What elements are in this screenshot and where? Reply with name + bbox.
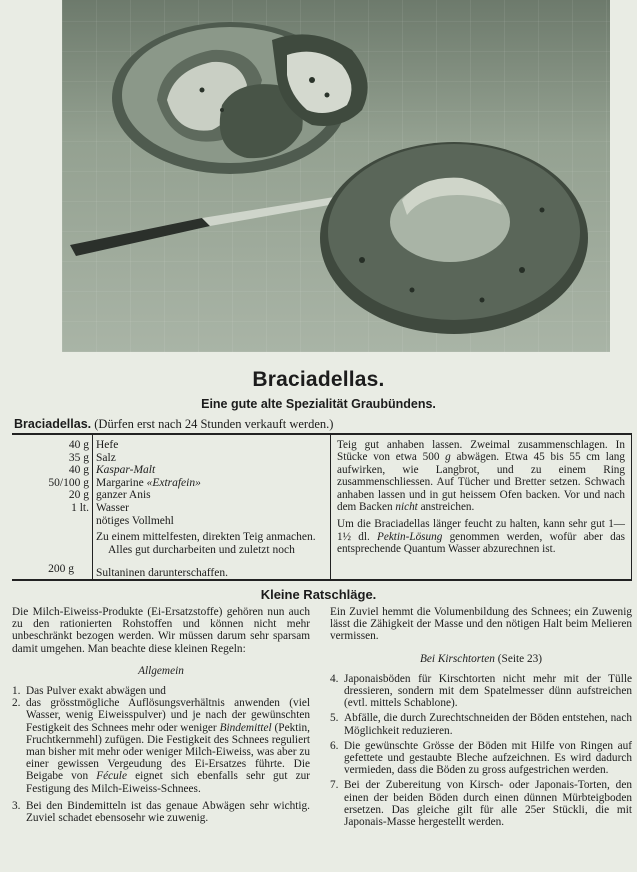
list-item: 5. Abfälle, die durch Zurechtschneiden der Böden entstehen, nach Möglichkeit reduzieren. (330, 712, 632, 737)
list-item: 2. das grösstmögliche Auflösungsverhältnis anwenden (viel Wasser, wenig Eiweisspulver) und je nach der gewünschten Festigkeit des Schnees mehr oder weniger Bindemittel (Pektin, Fruchtkernmehl) zufügen. Die Festigkeit des Schnees reguliert man bisher mit mehr oder weniger Milch-Eiweiss, was aber zu einer gewissen Vergeudung des Ei-Ersatzes führte. Die Beigabe von Fécule eignet sich ebenfalls sehr gut zur Festigung des Milch-Eiweiss-Schnees. (12, 697, 311, 795)
list-item: 6. Die gewünschte Grösse der Böden mit Hilfe von Ringen auf gefettete und gestaubte Bleche aufzeichnen. Es wird dadurch vermieden, dass die Böden zu gross aufgestrichen werden. (330, 739, 632, 777)
braciadellas-photo (62, 0, 610, 352)
divider (92, 435, 93, 579)
quantity-cell: 50/100 g (48, 476, 89, 489)
ingredient: Kaspar-Malt (96, 464, 156, 477)
page-subtitle: Eine gute alte Spezialität Graubündens. (201, 397, 436, 411)
recipe-table (12, 433, 632, 581)
tips-paragraph: Ein Zuviel hemmt die Volumenbildung des Schnees; ein Zuwenig lässt die Zähigkeit der Masse und den nötigen Halt beim Melieren vermissen. (330, 606, 632, 643)
tips-title: Kleine Ratschläge. (260, 587, 377, 602)
quantity-cell: 40 g (68, 464, 89, 477)
quantity-cell: 35 g (68, 451, 89, 464)
recipe-heading (14, 417, 333, 432)
quantity-cell: 20 g (68, 489, 89, 502)
section-heading: Bei Kirschtorten (Seite 23) (419, 652, 543, 665)
recipe-note: (Dürfen erst nach 24 Stunden verkauft werden.) (94, 417, 334, 431)
list-item: 7. Bei der Zubereitung von Kirsch- oder Japonais-Torten, den einen der beiden Böden durch einen dünnen Mürbteigboden ersetzen. Das gleiche gilt für alle 25er Stückli, die mit Japonais-Masse hergestellt werden. (330, 779, 632, 829)
method-step: Sultaninen darunterschaffen. (96, 567, 228, 579)
quantity-cell: 40 g (68, 439, 89, 451)
divider (330, 435, 331, 579)
quantity-cell: 1 lt. (71, 501, 89, 514)
recipe-name: Braciadellas. (14, 417, 92, 431)
knife-handle (70, 218, 210, 256)
quantity-cell: 200 g (48, 563, 74, 575)
tips-right-column (330, 606, 632, 828)
ingredient: Margarine «Extrafein» (96, 476, 201, 489)
photo-illustration (62, 0, 610, 352)
quantity-column (12, 439, 89, 515)
method-column (337, 439, 625, 561)
ingredient-column (96, 439, 320, 579)
list-item: 4. Japonaisböden für Kirschtorten nicht mehr mit der Tülle dressieren, sondern mit dem Spatelmesser dünn aufstreichen (evtl. mittels Schablone). (330, 672, 632, 710)
method-paragraph: Um die Braciadellas länger feucht zu halten, kann sehr gut 1—1½ dl. Pektin-Lösung genommen werden, wofür aber das entsprechende Quantum Wasser abzurechnen ist. (337, 518, 626, 556)
ingredient: nötiges Vollmehl (96, 514, 174, 527)
list-item: 1. Das Pulver exakt abwägen und (12, 685, 166, 698)
ingredient: ganzer Anis (96, 489, 151, 502)
tips-left-column (12, 606, 310, 824)
section-heading: Allgemein (138, 664, 184, 677)
list-item: 3. Bei den Bindemitteln ist das genaue Abwägen sehr wichtig. Zuviel schadet ebensosehr wie zuwenig. (12, 799, 310, 825)
tips-intro: Die Milch-Eiweiss-Produkte (Ei-Ersatzstoffe) gehören nun auch zu den rationierten Rohstoffen und können nicht mehr unbeschränkt bezogen werden. Wir müssen darum sehr sparsam damit umgehen. Man beachte diese kleinen Regeln: (12, 606, 310, 655)
ingredient: Salz (96, 451, 116, 464)
page-title: Braciadellas. (252, 368, 385, 391)
method-paragraph: Teig gut anhaben lassen. Zweimal zusammenschlagen. In Stücke von etwa 500 g abwägen. Etwa 45 bis 55 cm lang aufwirken, wie Langbrot, und zu einem Ring zusammenschliessen. Auf Tücher und Bretter setzen. Schwach anhaben lassen und in gut heissem Ofen backen. Vor und nach dem Backen nicht anstreichen. (337, 439, 625, 514)
method-step: Zu einem mittelfesten, direkten Teig anmachen. Alles gut durcharbeiten und zuletzt noch (96, 531, 316, 557)
ingredient: Hefe (96, 439, 119, 451)
ingredient: Wasser (96, 501, 129, 514)
